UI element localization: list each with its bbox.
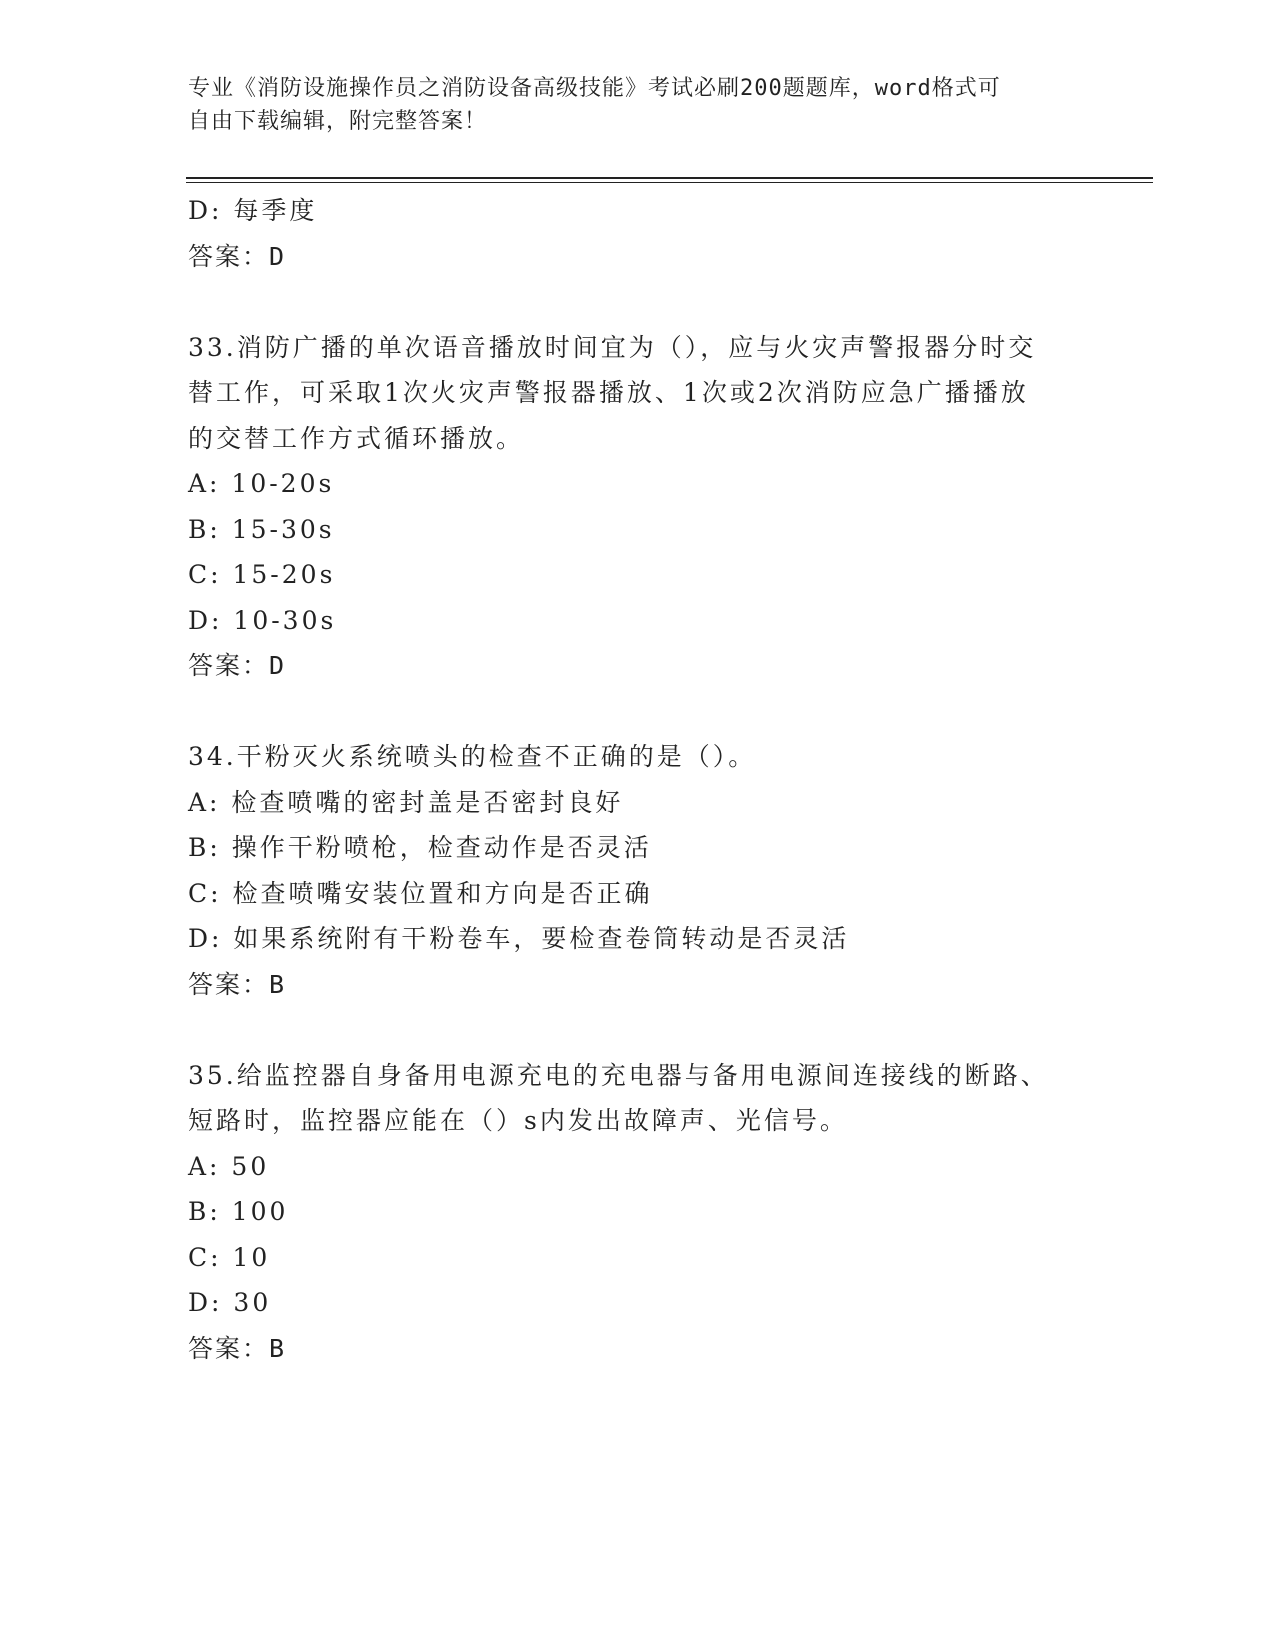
question-35-option-c: C: 10 bbox=[188, 1242, 271, 1272]
document-header bbox=[188, 72, 1068, 138]
question-34-option-a: A: 检查喷嘴的密封盖是否密封良好 bbox=[188, 787, 624, 817]
question-35-option-b: B: 100 bbox=[188, 1197, 289, 1226]
question-34-stem-line-1: 34.干粉灭火系统喷头的检查不正确的是（）。 bbox=[188, 742, 757, 771]
question-33 bbox=[188, 325, 1088, 689]
question-35-stem-line-1: 35.给监控器自身备用电源充电的充电器与备用电源间连接线的断路、 bbox=[188, 1060, 1049, 1090]
question-33-option-a: A: 10-20s bbox=[188, 469, 335, 498]
question-33-option-c: C: 15-20s bbox=[188, 560, 336, 589]
question-33-answer: 答案：D bbox=[188, 651, 287, 680]
carryover-answer: 答案：D bbox=[188, 241, 287, 271]
question-35-stem-line-2: 短路时，监控器应能在（）s内发出故障声、光信号。 bbox=[188, 1106, 848, 1135]
question-spacer bbox=[188, 689, 1088, 735]
question-33-stem-line-2: 替工作，可采取1次火灾声警报器播放、1次或2次消防应急广播播放 bbox=[188, 378, 1029, 407]
question-35-option-a: A: 50 bbox=[188, 1151, 270, 1181]
header-divider-thick bbox=[186, 177, 1153, 179]
question-35 bbox=[188, 1053, 1088, 1372]
question-33-stem-line-3: 的交替工作方式循环播放。 bbox=[188, 423, 525, 453]
header-title-line-1: 专业《消防设施操作员之消防设备高级技能》考试必刷200题题库，word格式可 bbox=[188, 76, 1001, 101]
question-33-option-d: D: 10-30s bbox=[188, 605, 337, 635]
question-35-answer: 答案：B bbox=[188, 1333, 287, 1363]
question-34-option-b: B: 操作干粉喷枪，检查动作是否灵活 bbox=[188, 833, 652, 862]
question-34-option-d: D: 如果系统附有干粉卷车，要检查卷筒转动是否灵活 bbox=[188, 924, 850, 953]
question-34-option-c: C: 检查喷嘴安装位置和方向是否正确 bbox=[188, 878, 653, 908]
question-34-answer: 答案：B bbox=[188, 969, 287, 999]
carryover-option-d: D: 每季度 bbox=[188, 196, 318, 225]
question-spacer bbox=[188, 1007, 1088, 1053]
question-34 bbox=[188, 734, 1088, 1007]
header-divider-thin bbox=[186, 182, 1153, 183]
question-33-stem-line-1: 33.消防广播的单次语音播放时间宜为（），应与火灾声警报器分时交 bbox=[188, 332, 1037, 362]
question-33-option-b: B: 15-30s bbox=[188, 514, 335, 544]
header-title-line-2: 自由下载编辑，附完整答案！ bbox=[188, 109, 488, 134]
question-spacer bbox=[188, 279, 1088, 325]
question-35-option-d: D: 30 bbox=[188, 1288, 272, 1317]
question-content bbox=[188, 188, 1088, 1371]
